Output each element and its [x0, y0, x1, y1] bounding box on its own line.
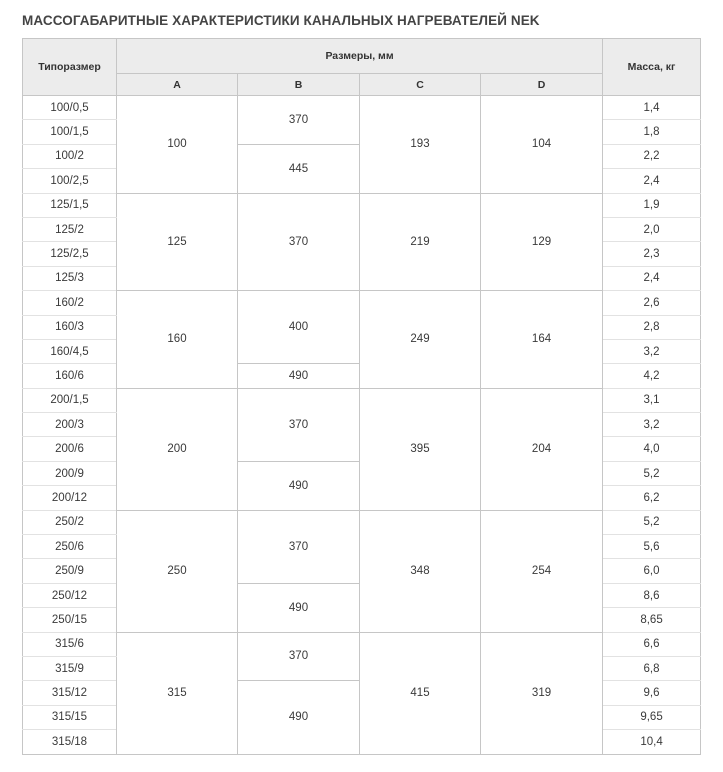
- cell-mass: 4,2: [603, 364, 701, 388]
- cell-a: 250: [117, 510, 238, 632]
- cell-c: 348: [360, 510, 481, 632]
- table-row: [23, 96, 701, 120]
- cell-mass: 6,2: [603, 486, 701, 510]
- cell-type: 315/6: [23, 632, 117, 656]
- table-row: [23, 291, 701, 315]
- cell-b: 370: [238, 510, 360, 583]
- table-row: [23, 632, 701, 656]
- cell-mass: 9,65: [603, 705, 701, 729]
- cell-type: 315/9: [23, 656, 117, 680]
- cell-b: 490: [238, 364, 360, 388]
- cell-mass: 2,2: [603, 144, 701, 168]
- cell-mass: 6,6: [603, 632, 701, 656]
- cell-type: 125/2,5: [23, 242, 117, 266]
- cell-c: 219: [360, 193, 481, 291]
- table-row: [23, 388, 701, 412]
- header-c: C: [360, 74, 481, 96]
- cell-type: 160/4,5: [23, 339, 117, 363]
- cell-type: 100/2: [23, 144, 117, 168]
- cell-c: 249: [360, 291, 481, 389]
- table-body: [23, 96, 701, 755]
- cell-mass: 2,3: [603, 242, 701, 266]
- table-row: [23, 510, 701, 534]
- cell-mass: 1,9: [603, 193, 701, 217]
- cell-d: 164: [481, 291, 603, 389]
- cell-mass: 6,8: [603, 656, 701, 680]
- cell-type: 160/6: [23, 364, 117, 388]
- cell-type: 315/12: [23, 681, 117, 705]
- header-type: Типоразмер: [23, 39, 117, 96]
- cell-mass: 9,6: [603, 681, 701, 705]
- cell-d: 204: [481, 388, 603, 510]
- cell-a: 160: [117, 291, 238, 389]
- cell-type: 200/12: [23, 486, 117, 510]
- cell-a: 125: [117, 193, 238, 291]
- cell-mass: 5,2: [603, 510, 701, 534]
- cell-mass: 1,8: [603, 120, 701, 144]
- cell-a: 315: [117, 632, 238, 754]
- cell-mass: 2,4: [603, 266, 701, 290]
- cell-type: 200/3: [23, 413, 117, 437]
- cell-type: 160/2: [23, 291, 117, 315]
- cell-b: 445: [238, 144, 360, 193]
- cell-type: 315/15: [23, 705, 117, 729]
- cell-b: 400: [238, 291, 360, 364]
- cell-type: 200/6: [23, 437, 117, 461]
- cell-b: 370: [238, 388, 360, 461]
- cell-d: 129: [481, 193, 603, 291]
- cell-mass: 5,6: [603, 535, 701, 559]
- cell-type: 250/9: [23, 559, 117, 583]
- cell-mass: 2,0: [603, 217, 701, 241]
- cell-type: 250/12: [23, 583, 117, 607]
- cell-mass: 6,0: [603, 559, 701, 583]
- cell-b: 490: [238, 461, 360, 510]
- cell-mass: 10,4: [603, 730, 701, 754]
- table-row: [23, 193, 701, 217]
- cell-type: 125/1,5: [23, 193, 117, 217]
- page-title: МАССОГАБАРИТНЫЕ ХАРАКТЕРИСТИКИ КАНАЛЬНЫХ НАГРЕВАТЕЛЕЙ NEK: [22, 13, 540, 28]
- cell-type: 250/15: [23, 608, 117, 632]
- header-d: D: [481, 74, 603, 96]
- cell-mass: 8,6: [603, 583, 701, 607]
- dimensions-table: [22, 38, 701, 755]
- cell-type: 200/9: [23, 461, 117, 485]
- cell-mass: 3,2: [603, 413, 701, 437]
- cell-mass: 2,8: [603, 315, 701, 339]
- cell-type: 250/6: [23, 535, 117, 559]
- header-mass: Масса, кг: [603, 39, 701, 96]
- cell-type: 250/2: [23, 510, 117, 534]
- cell-d: 319: [481, 632, 603, 754]
- cell-b: 370: [238, 193, 360, 291]
- cell-a: 200: [117, 388, 238, 510]
- cell-d: 254: [481, 510, 603, 632]
- cell-type: 200/1,5: [23, 388, 117, 412]
- cell-b: 490: [238, 583, 360, 632]
- cell-b: 370: [238, 632, 360, 681]
- cell-mass: 8,65: [603, 608, 701, 632]
- cell-type: 315/18: [23, 730, 117, 754]
- header-a: A: [117, 74, 238, 96]
- cell-mass: 5,2: [603, 461, 701, 485]
- header-dimensions: Размеры, мм: [117, 39, 603, 74]
- cell-mass: 1,4: [603, 96, 701, 120]
- cell-mass: 2,4: [603, 169, 701, 193]
- cell-d: 104: [481, 96, 603, 194]
- cell-type: 100/1,5: [23, 120, 117, 144]
- cell-type: 125/3: [23, 266, 117, 290]
- cell-type: 100/2,5: [23, 169, 117, 193]
- cell-mass: 2,6: [603, 291, 701, 315]
- cell-type: 160/3: [23, 315, 117, 339]
- cell-type: 125/2: [23, 217, 117, 241]
- cell-c: 193: [360, 96, 481, 194]
- cell-type: 100/0,5: [23, 96, 117, 120]
- cell-a: 100: [117, 96, 238, 194]
- cell-b: 370: [238, 96, 360, 145]
- cell-b: 490: [238, 681, 360, 754]
- header-b: B: [238, 74, 360, 96]
- cell-c: 415: [360, 632, 481, 754]
- cell-mass: 3,1: [603, 388, 701, 412]
- cell-c: 395: [360, 388, 481, 510]
- cell-mass: 3,2: [603, 339, 701, 363]
- cell-mass: 4,0: [603, 437, 701, 461]
